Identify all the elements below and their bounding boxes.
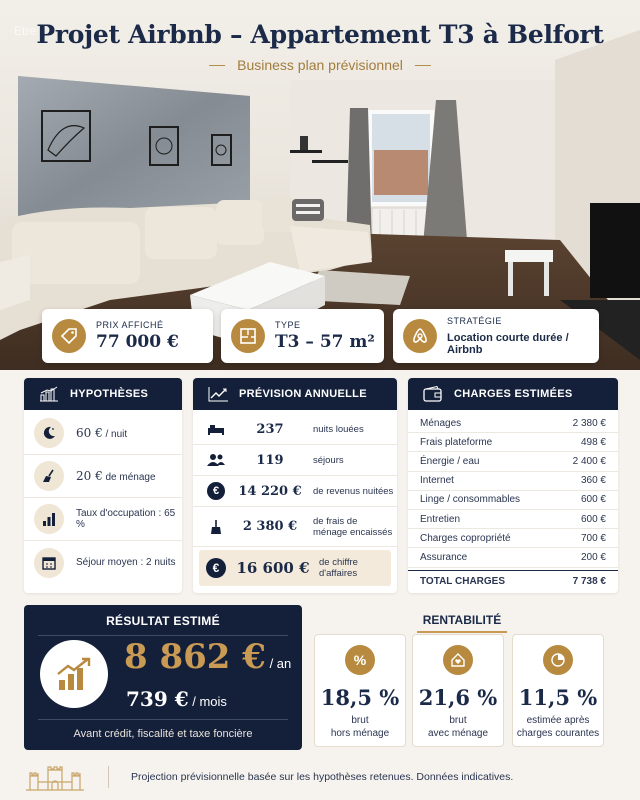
strategy-value: Location courte durée / Airbnb (447, 332, 569, 356)
rent-label-line2: charges courantes (516, 728, 600, 739)
charge-value: 360 € (580, 475, 606, 487)
annual-result-value: 8 862 € (124, 637, 266, 677)
rent-card-gross-incl (412, 634, 504, 747)
type-value: T3 – 57 m² (275, 332, 375, 352)
annual-unit: / an (265, 656, 292, 671)
calendar-icon (34, 548, 64, 578)
rent-card-net (512, 634, 604, 747)
night-price: 60 € (76, 426, 103, 440)
info-card-price (42, 309, 213, 363)
subtitle-row (0, 57, 640, 73)
rentabilite-title: RENTABILITÉ (422, 613, 502, 627)
wallet-icon (422, 386, 444, 402)
bar-chart-icon (38, 386, 60, 402)
table-row (408, 452, 618, 471)
price-value: 77 000 € (96, 332, 179, 352)
euro-icon: € (206, 558, 226, 578)
occupancy-rate: Taux d'occupation : 65 % (76, 508, 176, 530)
rent-card-gross-excl (314, 634, 406, 747)
divider (417, 631, 507, 633)
prev-label: nuits louées (313, 423, 364, 435)
panel-header (193, 378, 397, 410)
total-revenue-value: 16 600 € (236, 559, 310, 577)
floor-plan-icon (231, 319, 265, 353)
charge-value: 2 380 € (572, 417, 606, 429)
charge-value: 2 400 € (572, 455, 606, 467)
list-item (193, 445, 397, 476)
page-subtitle: Business plan prévisionnel (237, 57, 403, 73)
list-item (24, 455, 182, 498)
rent-label-line1: estimée après (526, 715, 590, 726)
panel-title: HYPOTHÈSES (70, 388, 149, 400)
average-stay: Séjour moyen : 2 nuits (76, 557, 176, 568)
rent-value: 21,6 % (418, 685, 498, 710)
divider (209, 65, 225, 66)
annual-result (124, 637, 291, 677)
charges-panel (408, 378, 618, 593)
monthly-result (126, 687, 227, 711)
watermark: Etre (14, 24, 37, 38)
rent-label-line1: brut (351, 715, 369, 726)
charge-value: 600 € (580, 494, 606, 506)
prevision-panel (193, 378, 397, 593)
charge-value: 498 € (580, 436, 606, 448)
table-row (408, 529, 618, 548)
charges-list (408, 410, 618, 592)
list-item (193, 507, 397, 547)
rentabilite-section (306, 605, 618, 750)
hyp-label: de ménage (102, 472, 156, 483)
euro-icon: € (207, 482, 225, 500)
total-revenue-row (199, 550, 391, 586)
cleaning-price: 20 € (76, 469, 103, 483)
charge-label: Frais plateforme (420, 436, 493, 448)
rent-value: 18,5 % (320, 685, 400, 710)
total-charges-row (408, 570, 618, 592)
result-note: Avant crédit, fiscalité et taxe foncière (73, 728, 253, 740)
prev-label: séjours (313, 454, 344, 466)
panel-title: PRÉVISION ANNUELLE (239, 388, 367, 400)
monthly-result-value: 739 € (126, 687, 189, 711)
people-icon (205, 453, 227, 467)
info-card-strategy (393, 309, 599, 363)
footer-text: Projection prévisionnelle basée sur les hypothèses retenues. Données indicatives. (131, 771, 514, 783)
charge-label: Internet (420, 475, 454, 487)
rent-label-line2: hors ménage (330, 728, 390, 739)
list-item (193, 476, 397, 507)
charge-label: Linge / consommables (420, 494, 521, 506)
pie-chart-icon (543, 645, 573, 675)
table-row (408, 510, 618, 529)
charge-label: Ménages (420, 417, 462, 429)
moon-icon (34, 418, 64, 448)
rent-label (413, 714, 503, 740)
hyp-label: / nuit (102, 429, 128, 440)
cleaning-revenue-value: 2 380 € (242, 519, 298, 534)
night-revenue-value: 14 220 € (238, 483, 302, 499)
price-tag-icon (52, 319, 86, 353)
prev-label: de chiffre d'affaires (319, 557, 358, 579)
divider (415, 65, 431, 66)
rent-value: 11,5 % (518, 685, 598, 710)
result-panel (24, 605, 302, 750)
table-row (408, 433, 618, 452)
nights-value: 237 (256, 421, 284, 437)
table-row (408, 472, 618, 491)
info-card-type (221, 309, 384, 363)
rent-label (513, 714, 603, 740)
castle-logo (24, 762, 86, 792)
house-heart-icon (443, 645, 473, 675)
list-item (24, 412, 182, 455)
result-title: RÉSULTAT ESTIMÉ (106, 614, 220, 628)
broom-icon (205, 519, 227, 535)
header (0, 20, 640, 73)
table-row (408, 548, 618, 567)
page-title: Projet Airbnb – Appartement T3 à Belfort (36, 20, 604, 49)
divider (38, 635, 288, 636)
list-item (24, 498, 182, 541)
info-label: STRATÉGIE (447, 316, 502, 326)
monthly-unit: / mois (188, 694, 227, 709)
charge-label: Charges copropriété (420, 532, 511, 544)
total-charges-label: TOTAL CHARGES (420, 575, 506, 587)
hypotheses-panel (24, 378, 182, 593)
bed-icon (205, 422, 227, 436)
divider (108, 766, 109, 788)
table-row (408, 491, 618, 510)
bar-chart-icon (34, 504, 64, 534)
charge-value: 600 € (580, 513, 606, 525)
trend-chart-icon (207, 386, 229, 402)
charge-value: 700 € (580, 532, 606, 544)
prev-label: de revenus nuitées (313, 485, 394, 497)
footer (24, 762, 618, 792)
percent-icon: % (345, 645, 375, 675)
broom-icon (34, 461, 64, 491)
list-item (193, 414, 397, 445)
stays-value: 119 (256, 452, 284, 468)
list-item (24, 541, 182, 584)
airbnb-icon (403, 319, 437, 353)
charge-label: Entretien (420, 513, 461, 525)
charge-label: Énergie / eau (420, 455, 480, 467)
panel-title: CHARGES ESTIMÉES (454, 388, 573, 400)
info-label: PRIX AFFICHÉ (96, 320, 164, 330)
charge-value: 200 € (580, 551, 606, 563)
rent-label (315, 714, 405, 740)
prev-label: de frais de ménage encaissés (313, 515, 393, 538)
rent-label-line1: brut (449, 715, 467, 726)
charge-label: Assurance (420, 551, 468, 563)
divider (38, 719, 288, 720)
panel-header (24, 378, 182, 410)
total-charges-value: 7 738 € (572, 575, 606, 587)
rent-label-line2: avec ménage (427, 728, 489, 739)
growth-chart-icon (40, 640, 108, 708)
table-row (408, 414, 618, 433)
panel-header (408, 378, 618, 410)
info-label: TYPE (275, 320, 301, 330)
